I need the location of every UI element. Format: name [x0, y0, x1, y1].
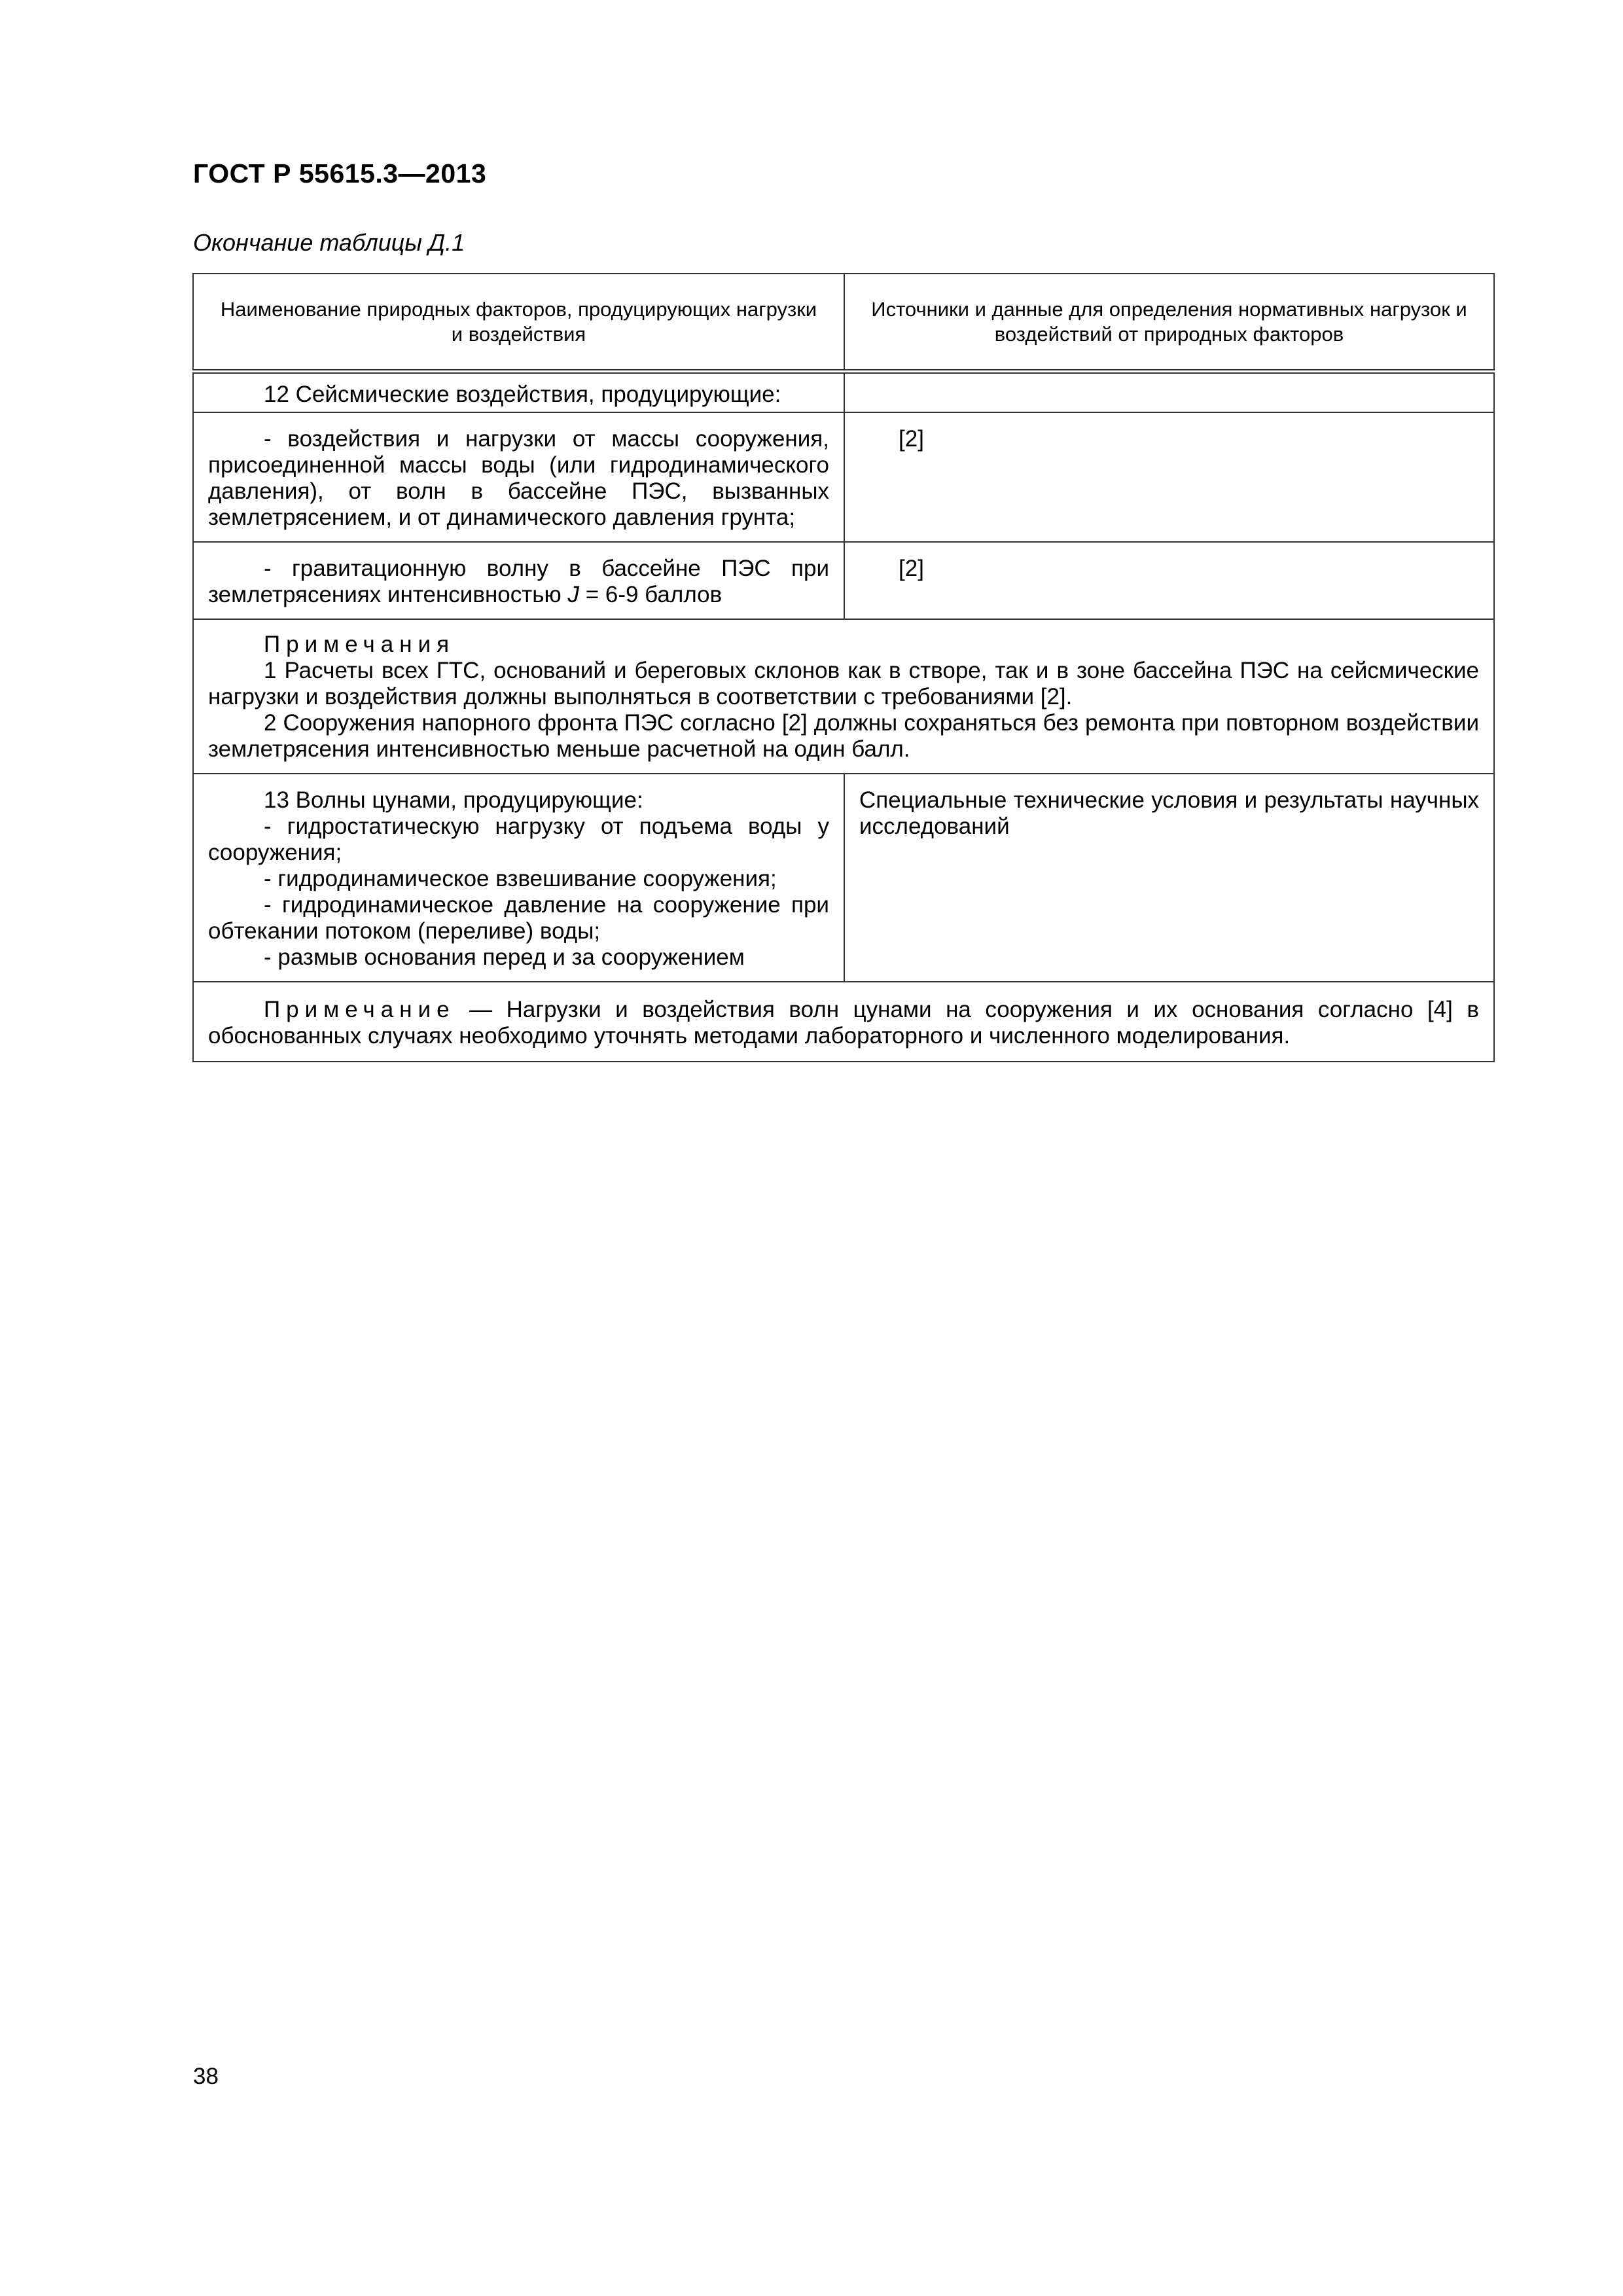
intensity-variable: J — [567, 582, 579, 607]
table-row — [193, 542, 1494, 619]
final-note-row — [193, 982, 1494, 1062]
column-header-sources: Источники и данные для определения нормативных нагрузок и воздействий от природных факторов — [844, 274, 1494, 372]
seismic-section-title: 12 Сейсмические воздействия, продуцирующие: — [264, 382, 781, 407]
tsunami-section-title: 13 Волны цунами, продуцирующие: — [264, 787, 643, 813]
table-row — [193, 372, 1494, 413]
note-1: 1 Расчеты всех ГТС, оснований и береговых склонов как в створе, так и в зоне бассейна ПЭС на сейсмические нагрузки и воздействия должны выполняться в соответствии с требованиями [2]. — [208, 658, 1479, 709]
table-caption: Окончание таблицы Д.1 — [193, 229, 465, 256]
tsunami-item: - гидродинамическое давление на сооружение при обтекании потоком (переливе) воды; — [208, 892, 829, 944]
seismic-item-a-reference: [2] — [899, 426, 924, 452]
notes-row — [193, 619, 1494, 774]
table-row — [193, 412, 1494, 542]
seismic-item-a: - воздействия и нагрузки от массы сооружения, присоединенной массы воды (или гидродинамического давления), от волн в бассейне ПЭС, вызванных землетрясением, и от динамического давления грунта; — [208, 426, 829, 530]
seismic-item-b-reference: [2] — [899, 556, 924, 581]
final-note-label: Примечание — [264, 997, 455, 1022]
document-code: ГОСТ Р 55615.3—2013 — [193, 158, 487, 188]
natural-factors-table — [192, 273, 1495, 1062]
tsunami-item: - гидродинамическое взвешивание сооружения; — [264, 866, 777, 891]
table-row — [193, 774, 1494, 982]
tsunami-item: - размыв основания перед и за сооружением — [264, 944, 745, 970]
note-2: 2 Сооружения напорного фронта ПЭС согласно [2] должны сохраняться без ремонта при повторном воздействии землетрясения интенсивностью меньше расчетной на один балл. — [208, 710, 1479, 762]
page-number: 38 — [193, 2064, 219, 2089]
table-header-row — [193, 274, 1494, 372]
final-note-text: — Нагрузки и воздействия волн цунами на сооружения и их основания согласно [4] в обоснованных случаях необходимо уточнять методами лабораторного и численного моделирования. — [208, 997, 1479, 1049]
column-header-factors: Наименование природных факторов, продуцирующих нагрузки и воздействия — [193, 274, 844, 372]
final-note — [208, 997, 1479, 1049]
seismic-item-b: - гравитационную волну в бассейне ПЭС при землетрясениях интенсивностью J = 6-9 баллов — [208, 556, 829, 607]
tsunami-item: - гидростатическую нагрузку от подъема воды у сооружения; — [208, 814, 829, 865]
tsunami-source: Специальные технические условия и результаты научных исследований — [859, 787, 1479, 839]
notes-heading: Примечания — [264, 632, 455, 657]
empty-cell — [844, 372, 1494, 413]
